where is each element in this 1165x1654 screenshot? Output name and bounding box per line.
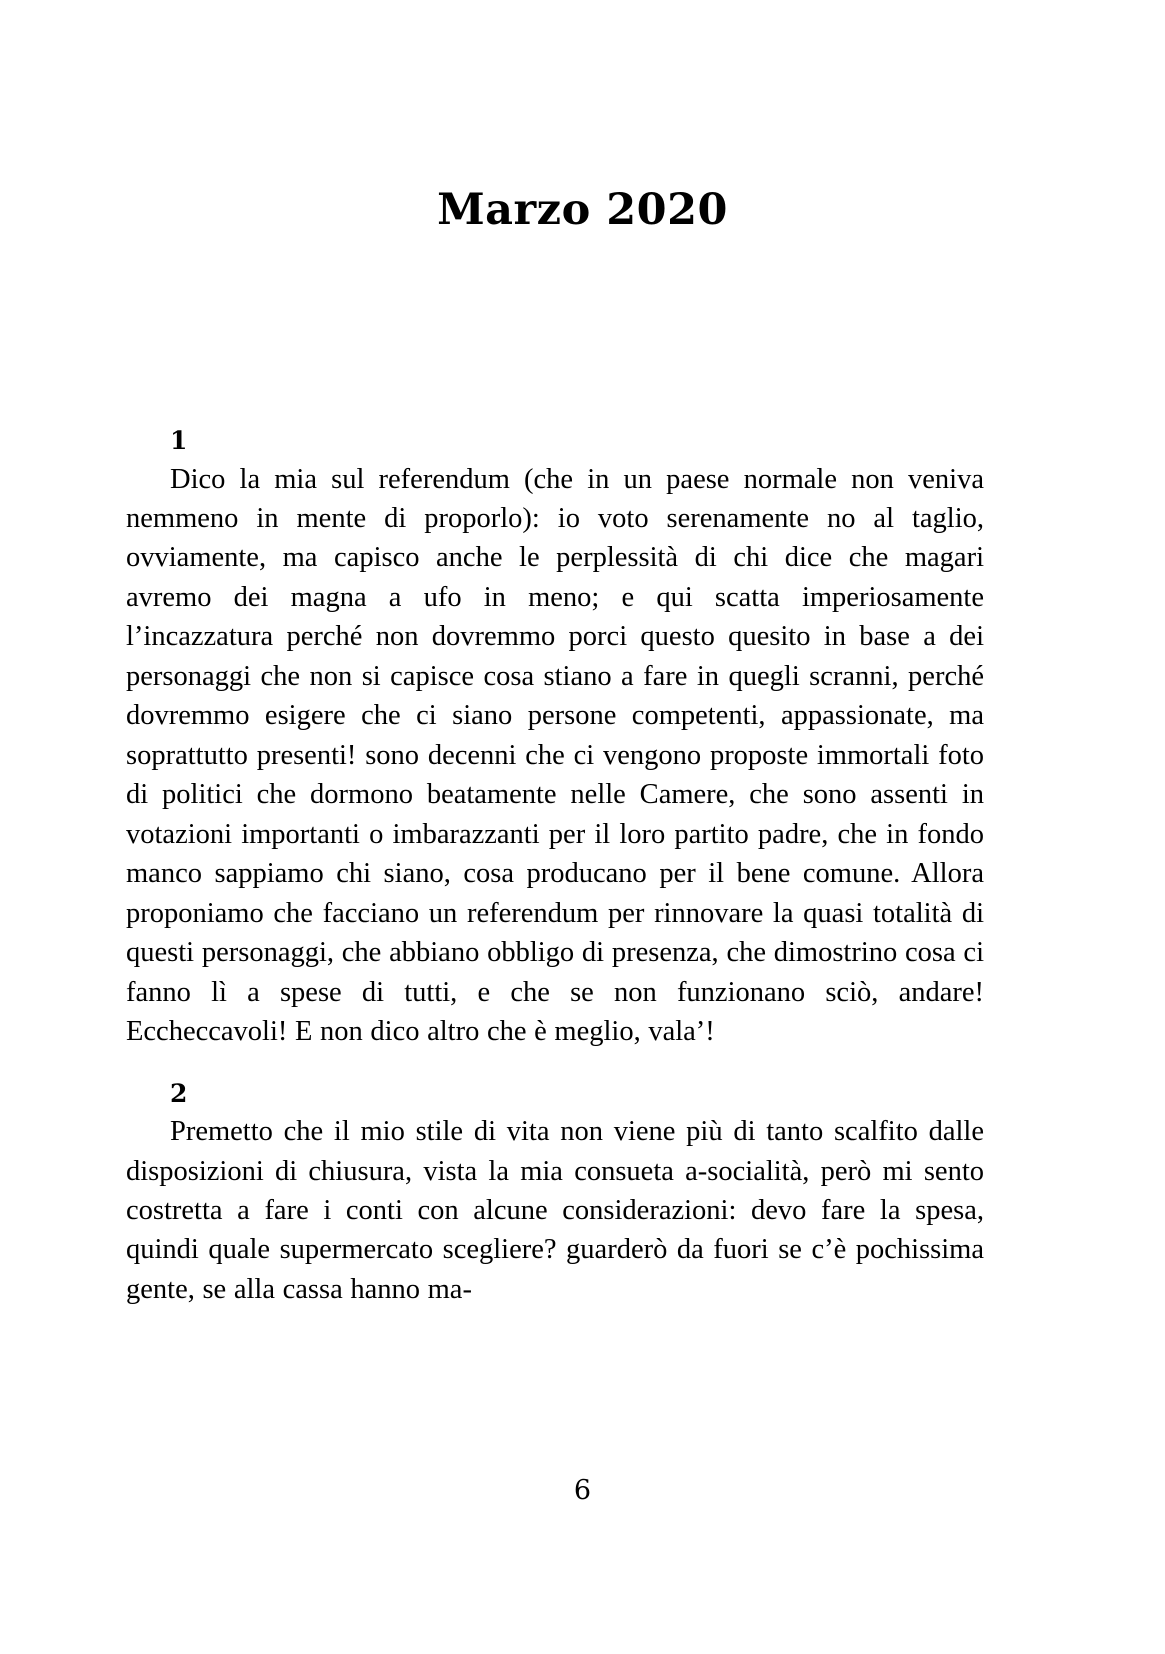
section-number: 1: [170, 426, 188, 455]
section-number: 2: [170, 1078, 188, 1108]
section-1: [126, 425, 984, 1052]
body-text-block: [126, 425, 984, 1335]
section-paragraph: Premetto che il mio stile di vita non viene più di tanto scalfito dalle disposizioni di chiusura, vista la mia consueta a-socialità, però mi sento costretta a fare i conti con alcune considerazioni: devo fare la spesa, quindi quale supermercato scegliere? guarderò da fuori se c’è pochissima gente, se alla cassa hanno ma-: [126, 1116, 984, 1305]
section-paragraph: Dico la mia sul referendum (che in un paese normale non veniva nemmeno in mente di proporlo): io voto serenamente no al taglio, ovviamente, ma capisco anche le perplessità di chi dice che magari avremo dei magna a ufo in meno; e qui scatta imperiosamente l’incazzatura perché non dovremmo porci questo quesito in base a dei personaggi che non si capisce cosa stiano a fare in quegli scranni, perché dovremmo esigere che ci siano persone competenti, appassionate, ma soprattutto presenti! sono decenni che ci vengono proposte immortali foto di politici che dormono beatamente nelle Camere, che sono assenti in votazioni importanti o imbarazzanti per il loro partito padre, che in fondo manco sappiamo chi siano, cosa producano per il bene comune. Allora proponiamo che facciano un referendum per rinnovare la quasi totalità di questi personaggi, che abbiano obbligo di presenza, che dimostrino cosa ci fanno lì a spese di tutti, e che se non funzionano sciò, andare! Eccheccavoli! E non dico altro che è meglio, vala’!: [126, 463, 984, 1048]
section-2: [126, 1078, 984, 1310]
page-number: 6: [573, 1475, 592, 1506]
page-title: Marzo 2020: [437, 185, 728, 235]
